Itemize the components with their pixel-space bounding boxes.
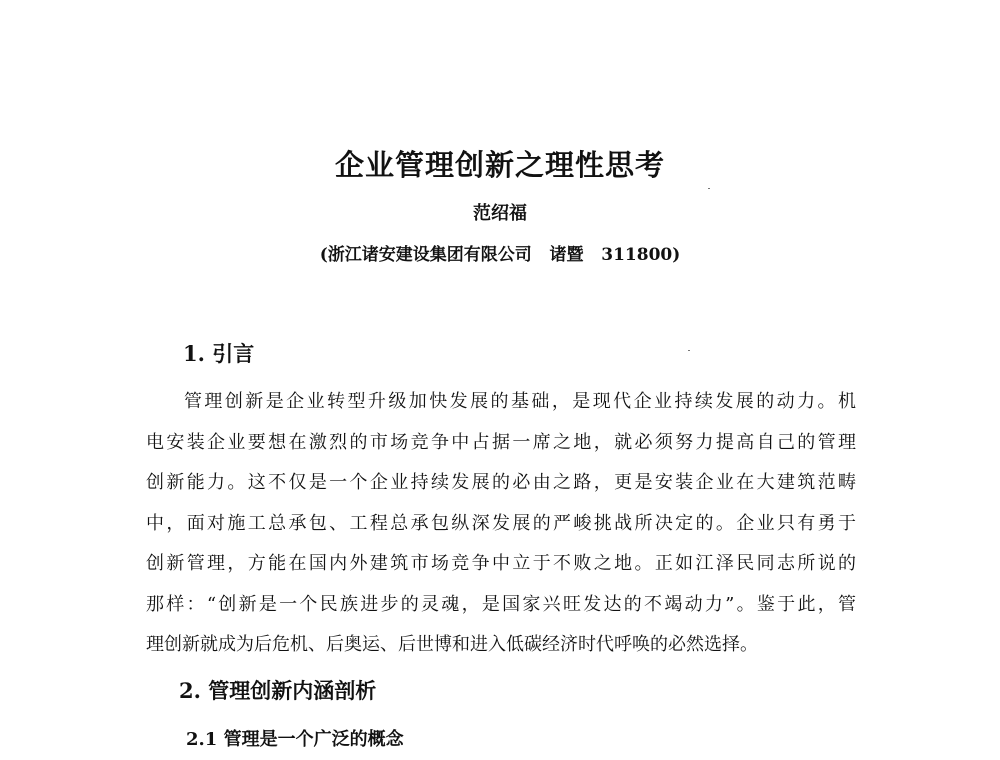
paragraph-line: 理创新就成为后危机、后奥运、后世博和进入低碳经济时代呼唤的必然选择。 [146, 634, 758, 655]
paragraph-line: 管理创新是企业转型升级加快发展的基础，是现代企业持续发展的动力。机 [184, 391, 856, 412]
scan-speck [688, 350, 690, 351]
paragraph-line: 中，面对施工总承包、工程总承包纵深发展的严峻挑战所决定的。企业只有勇于 [146, 512, 856, 534]
author-name: 范绍福 [473, 203, 527, 224]
section-heading-introduction: 1. 引言 [183, 341, 255, 366]
subsection-heading: 2.1 管理是一个广泛的概念 [186, 729, 404, 750]
paragraph-line: 创新能力。这不仅是一个企业持续发展的必由之路，更是安装企业在大建筑范畴 [146, 472, 856, 493]
paragraph-line: 那样：“创新是一个民族进步的灵魂，是国家兴旺发达的不竭动力”。鉴于此，管 [146, 593, 856, 615]
paper-title: 企业管理创新之理性思考 [334, 148, 665, 182]
author-affiliation: (浙江诸安建设集团有限公司 诸暨 311800) [319, 245, 681, 265]
paragraph-line: 创新管理，方能在国内外建筑市场竞争中立于不败之地。正如江泽民同志所说的 [146, 553, 856, 574]
scan-speck [708, 188, 710, 189]
introduction-paragraph [146, 382, 856, 666]
paragraph-line: 电安装企业要想在激烈的市场竞争中占据一席之地，就必须努力提高自己的管理 [146, 431, 856, 453]
section-heading-innovation: 2. 管理创新内涵剖析 [179, 678, 377, 703]
